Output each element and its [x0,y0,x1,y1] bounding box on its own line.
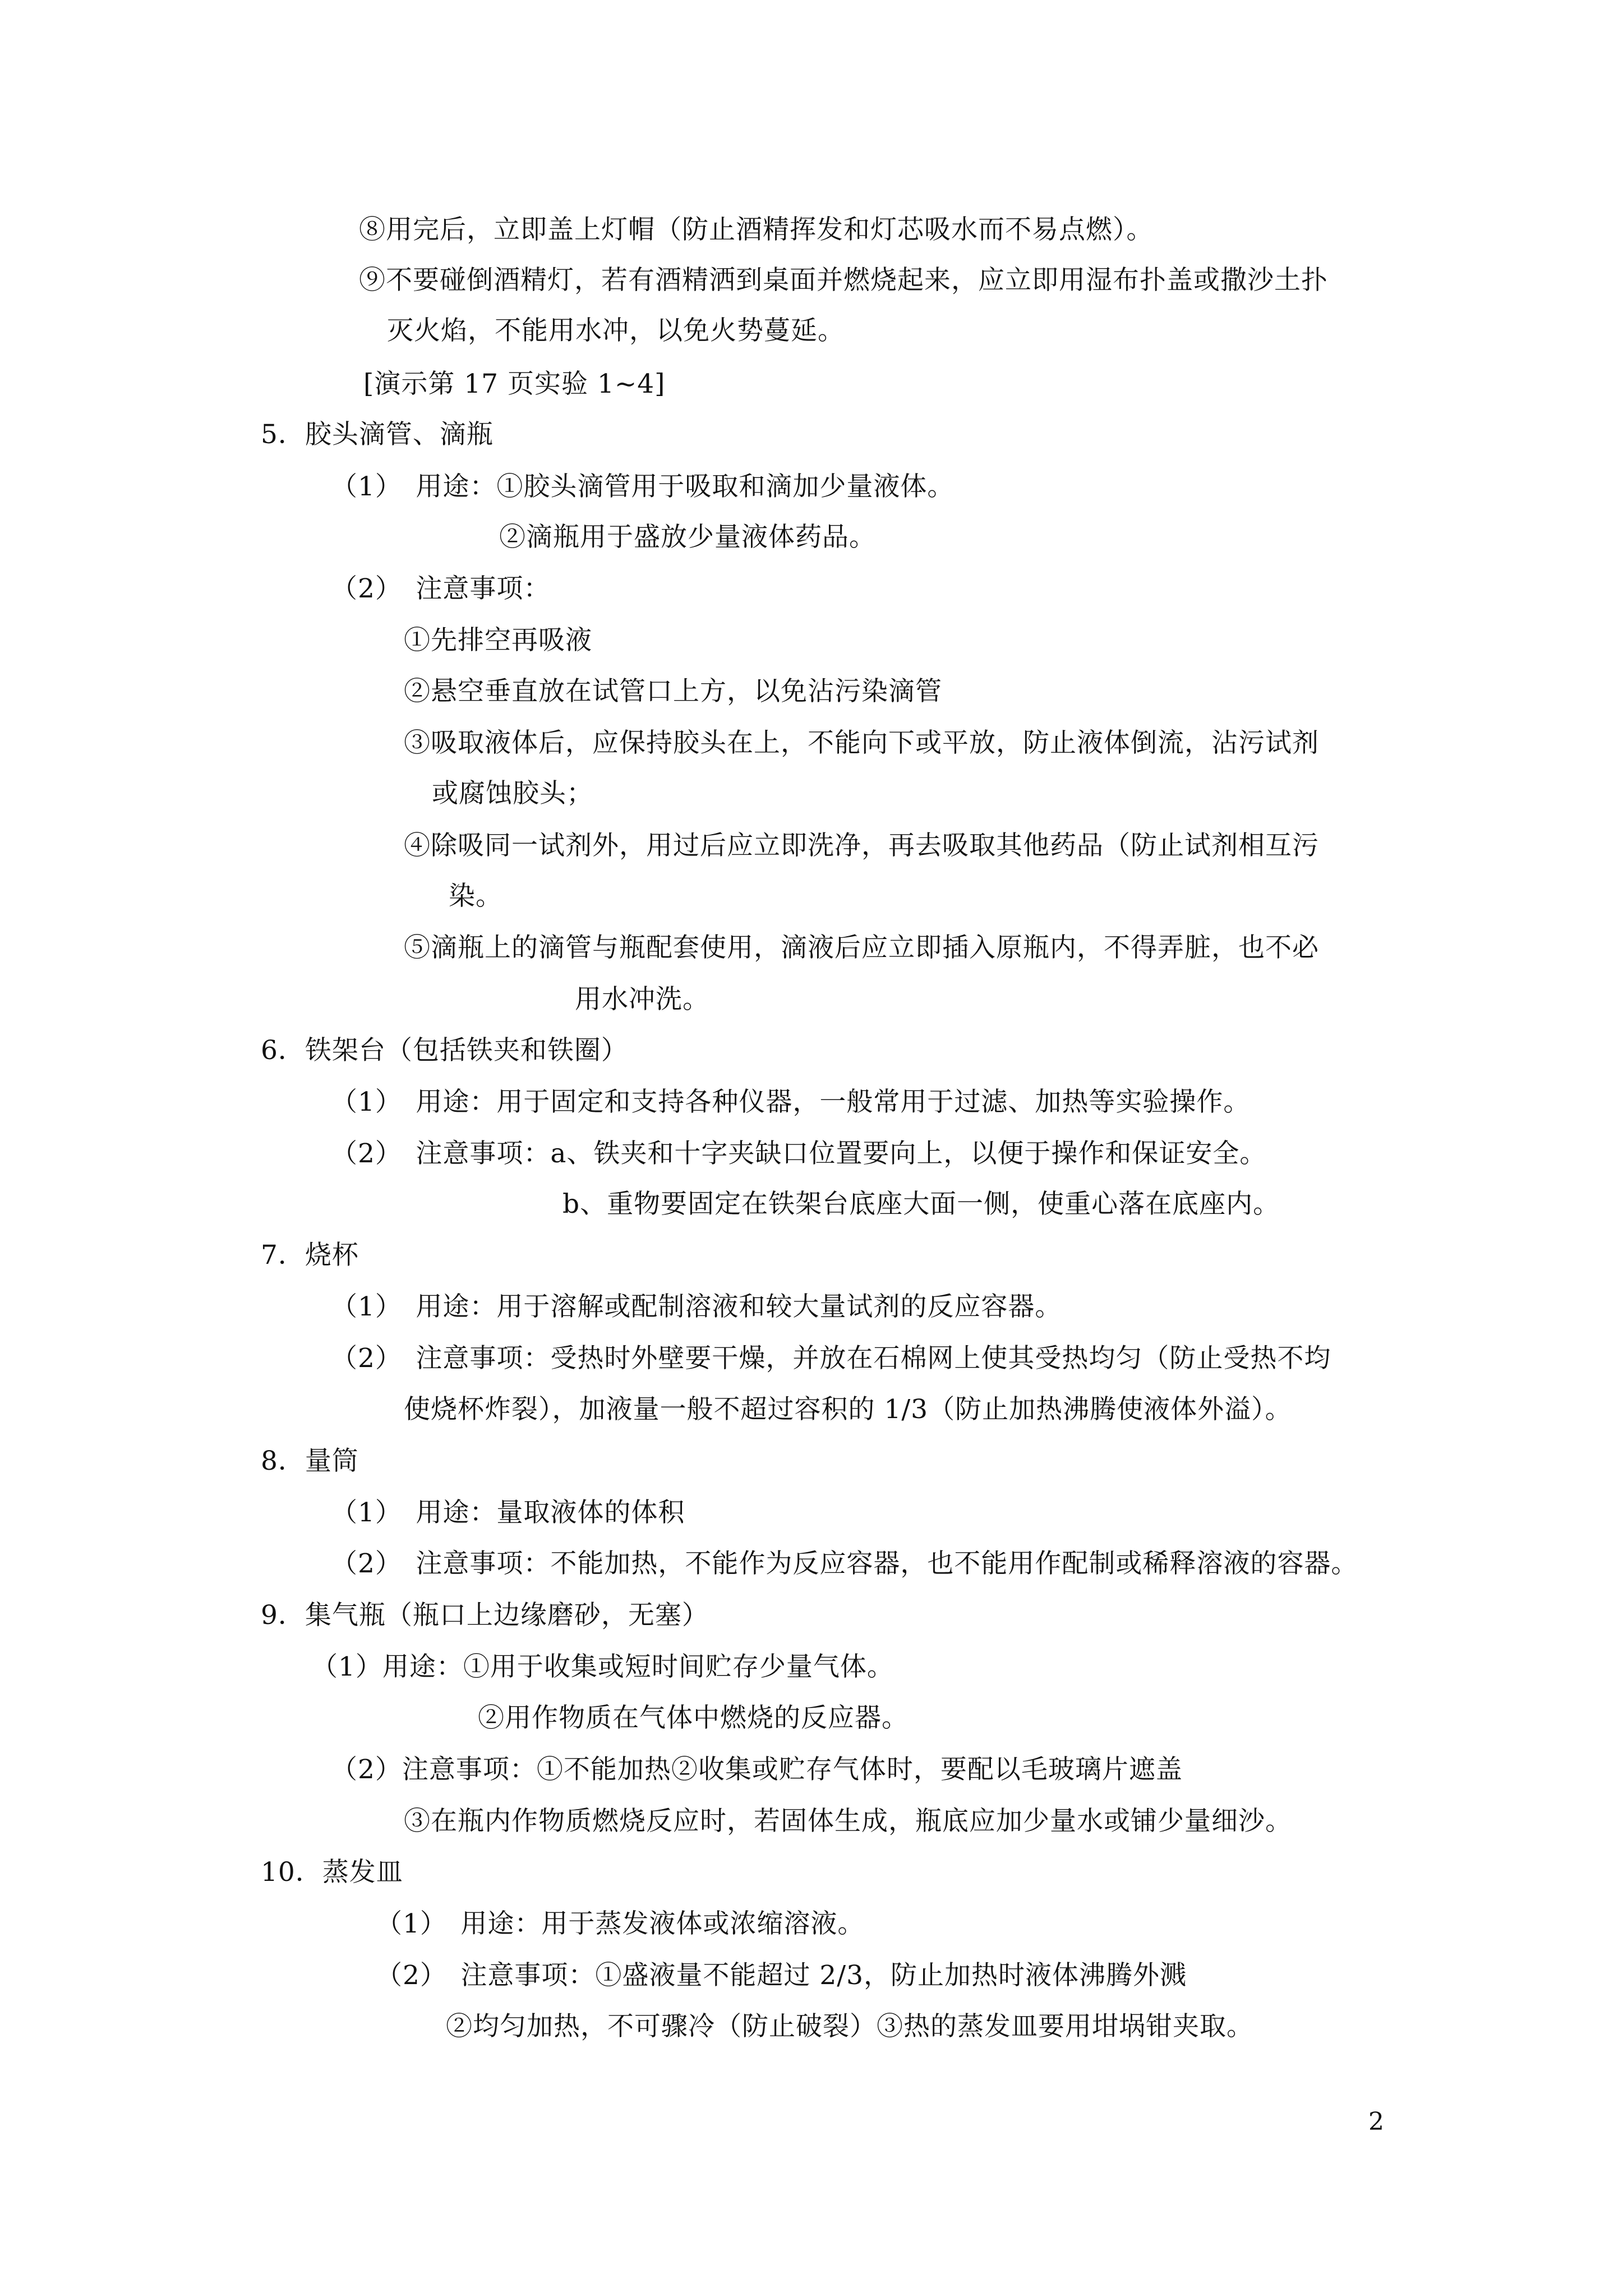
section-9-note-b: ③在瓶内作物质燃烧反应时，若固体生成，瓶底应加少量水或铺少量细沙。 [404,1806,1292,1837]
section-9-use-a: （1）用途：①用于收集或短时间贮存少量气体。 [311,1651,894,1682]
section-5-note-4a: ④除吸同一试剂外，用过后应立即洗净，再去吸取其他药品（防止试剂相互污 [404,830,1319,861]
section-5-note-1: ①先排空再吸液 [404,625,592,656]
section-5-note-4b: 染。 [449,881,502,912]
note-line-9a: ⑨不要碰倒酒精灯，若有酒精洒到桌面并燃烧起来，应立即用湿布扑盖或撒沙土扑 [359,265,1328,296]
section-5-note-5b: 用水冲洗。 [575,984,709,1015]
section-5-note-head: （2） 注意事项： [331,573,551,604]
page-number: 2 [1368,2108,1384,2136]
section-8-use: （1） 用途：量取液体的体积 [331,1497,685,1528]
section-10-note-a: （2） 注意事项：①盛液量不能超过 2/3，防止加热时液体沸腾外溅 [376,1960,1187,1991]
section-5-title: 5．胶头滴管、滴瓶 [261,419,494,450]
section-7-note-a: （2） 注意事项：受热时外壁要干燥，并放在石棉网上使其受热均匀（防止受热不均 [331,1343,1331,1374]
section-8-title: 8．量筒 [261,1446,359,1476]
section-5-note-3b: 或腐蚀胶头； [432,778,593,809]
section-7-title: 7．烧杯 [261,1240,359,1271]
section-6-note-a: （2） 注意事项：a、铁夹和十字夹缺口位置要向上，以便于操作和保证安全。 [331,1138,1267,1169]
note-line-8: ⑧用完后，立即盖上灯帽（防止酒精挥发和灯芯吸水而不易点燃）。 [359,214,1154,245]
section-6-title: 6．铁架台（包括铁夹和铁圈） [261,1035,628,1066]
section-10-title: 10．蒸发皿 [261,1857,403,1888]
section-10-use: （1） 用途：用于蒸发液体或浓缩溶液。 [376,1908,865,1939]
section-9-note-a: （2）注意事项：①不能加热②收集或贮存气体时，要配以毛玻璃片遮盖 [331,1754,1183,1785]
section-7-note-b: 使烧杯炸裂），加液量一般不超过容积的 1/3（防止加热沸腾使液体外溢）。 [404,1394,1292,1425]
note-line-9b: 灭火焰，不能用水冲，以免火势蔓延。 [387,315,845,346]
section-9-use-b: ②用作物质在气体中燃烧的反应器。 [478,1703,909,1733]
section-6-use: （1） 用途：用于固定和支持各种仪器，一般常用于过滤、加热等实验操作。 [331,1087,1251,1117]
section-7-use: （1） 用途：用于溶解或配制溶液和较大量试剂的反应容器。 [331,1291,1062,1322]
section-6-note-b: b、重物要固定在铁架台底座大面一侧，使重心落在底座内。 [562,1189,1280,1220]
section-5-note-2: ②悬空垂直放在试管口上方，以免沾污染滴管 [404,676,942,707]
section-8-note: （2） 注意事项：不能加热，不能作为反应容器，也不能用作配制或稀释溶液的容器。 [331,1548,1358,1579]
section-9-title: 9．集气瓶（瓶口上边缘磨砂，无塞） [261,1600,709,1631]
section-5-use-a: （1） 用途：①胶头滴管用于吸取和滴加少量液体。 [331,471,955,502]
section-5-note-3a: ③吸取液体后，应保持胶头在上，不能向下或平放，防止液体倒流，沾污试剂 [404,728,1319,758]
section-5-use-b: ②滴瓶用于盛放少量液体药品。 [499,522,876,553]
demo-reference: [演示第 17 页实验 1~4] [363,369,666,399]
section-10-note-b: ②均匀加热，不可骤冷（防止破裂）③热的蒸发皿要用坩埚钳夹取。 [446,2011,1253,2042]
section-5-note-5a: ⑤滴瓶上的滴管与瓶配套使用，滴液后应立即插入原瓶内，不得弄脏，也不必 [404,932,1319,963]
